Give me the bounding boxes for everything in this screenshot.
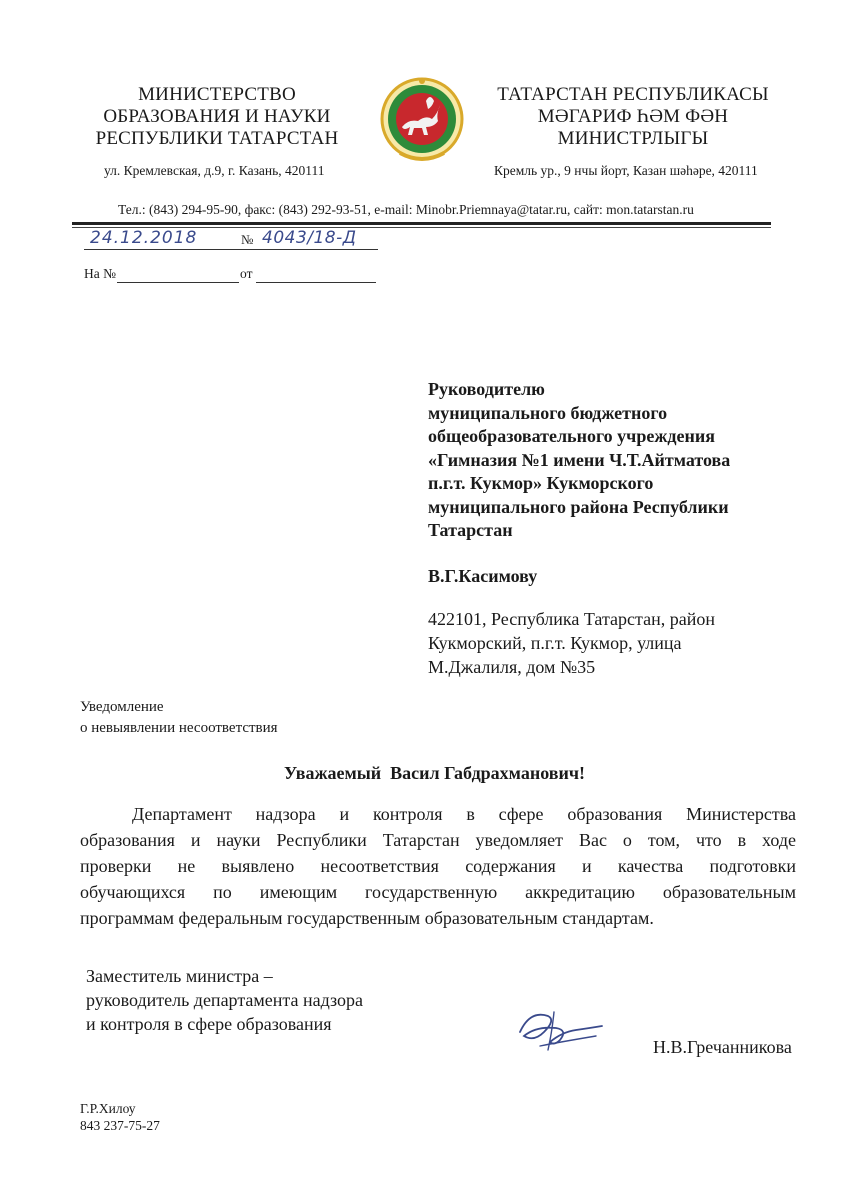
addressee-block (428, 378, 730, 543)
outgoing-number: 4043/18-Д (262, 228, 357, 248)
ministry-name-tt (488, 84, 778, 150)
contacts-line: Тел.: (843) 294-95-90, факс: (843) 292-93-51, e-mail: Minobr.Priemnaya@tatar.ru, сайт: mon.tatarstan.ru (118, 202, 694, 217)
reference-number-blank (117, 282, 239, 283)
ministry-name-ru-line-1: МИНИСТЕРСТВО (138, 84, 296, 105)
signatory-title-line: и контроля в сфере образования (86, 1014, 332, 1034)
addressee-line: п.г.т. Кукмор» Кукморского (428, 473, 654, 493)
greeting: Уважаемый Васил Габдрахманович! (284, 763, 585, 783)
body-line: обучающихся по имеющим государственную аккредитацию образовательным (80, 882, 796, 902)
ministry-name-tt-line-2: МӘГАРИФ ҺӘМ ФӘН (537, 106, 729, 127)
body-line: программам федеральным государственным образовательным стандартам. (80, 908, 654, 928)
subject-block (80, 697, 278, 739)
outgoing-number-sign: № (241, 232, 254, 247)
body-line: образования и науки Республики Татарстан уведомляет Вас о том, что в ходе (80, 830, 796, 850)
postal-address (428, 607, 715, 679)
outgoing-underline (84, 249, 378, 250)
reference-date-blank (256, 282, 376, 283)
addressee-line: общеобразовательного учреждения (428, 426, 715, 446)
reference-number-label: На № (84, 266, 116, 281)
signatory-title-line: Заместитель министра – (86, 966, 273, 986)
subject-line: о невыявлении несоответствия (80, 720, 278, 736)
ministry-name-ru (82, 84, 352, 150)
postal-address-line: 422101, Республика Татарстан, район (428, 609, 715, 629)
letter-body (80, 801, 796, 931)
postal-address-line: Кукморский, п.г.т. Кукмор, улица (428, 633, 682, 653)
header-divider (72, 222, 771, 225)
subject-line: Уведомление (80, 699, 164, 715)
executor-name: Г.Р.Хилоу (80, 1101, 136, 1116)
ministry-name-tt-line-1: ТАТАРСТАН РЕСПУБЛИКАСЫ (497, 84, 769, 105)
reference-date-label: от (240, 266, 253, 281)
body-line: проверки не выявлено несоответствия содержания и качества подготовки (80, 856, 796, 876)
executor-block (80, 1100, 160, 1134)
addressee-name: В.Г.Касимову (428, 566, 538, 586)
outgoing-date: 24.12.2018 (90, 228, 198, 248)
postal-address-line: М.Джалиля, дом №35 (428, 657, 596, 677)
address-tt: Кремль ур., 9 нчы йорт, Казан шәһәре, 420111 (494, 163, 758, 178)
ministry-name-tt-line-3: МИНИСТРЛЫГЫ (557, 128, 709, 149)
tatarstan-emblem-icon (378, 75, 466, 167)
addressee-line: муниципального района Республики (428, 496, 729, 517)
addressee-line: Татарстан (428, 520, 513, 540)
addressee-line: «Гимназия №1 имени Ч.Т.Айтматова (428, 449, 731, 470)
signatory-name: Н.В.Гречанникова (653, 1037, 792, 1057)
ministry-name-ru-line-3: РЕСПУБЛИКИ ТАТАРСТАН (95, 128, 339, 149)
body-line: Департамент надзора и контроля в сфере образования Министерства (132, 804, 796, 824)
addressee-line: муниципального бюджетного (428, 402, 668, 423)
executor-phone: 843 237-75-27 (80, 1118, 160, 1133)
handwritten-signature-icon (510, 1002, 610, 1054)
signatory-title (86, 964, 363, 1036)
signatory-title-line: руководитель департамента надзора (86, 990, 363, 1010)
address-ru: ул. Кремлевская, д.9, г. Казань, 420111 (104, 163, 325, 178)
addressee-line: Руководителю (428, 379, 545, 399)
ministry-name-ru-line-2: ОБРАЗОВАНИЯ И НАУКИ (103, 106, 331, 127)
